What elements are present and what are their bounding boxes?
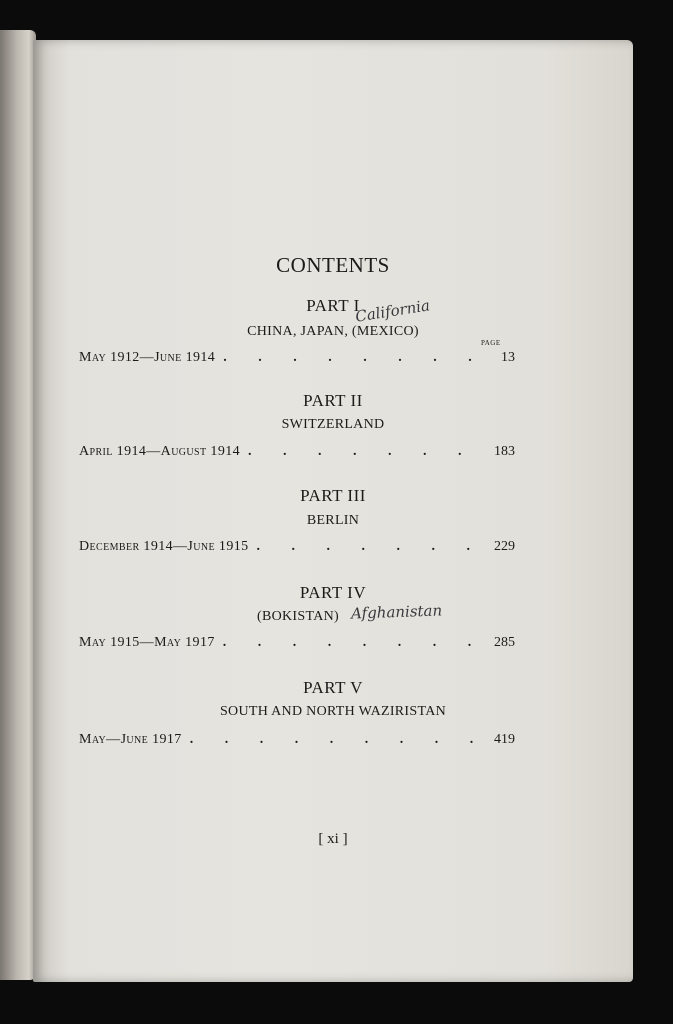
part-5-region: SOUTH AND NORTH WAZIRISTAN xyxy=(219,704,447,719)
part-5-page-number: 419 xyxy=(494,732,515,747)
part-3-dates: December 1914—June 1915 xyxy=(79,539,249,554)
part-1-handwritten-note: California xyxy=(354,296,432,326)
part-1-dates: May 1912—June 1914 xyxy=(79,350,216,365)
dot-leader xyxy=(248,444,488,460)
part-4-handwritten-note: Afghanistan xyxy=(350,601,443,623)
part-2-region: SWITZERLAND xyxy=(281,417,385,432)
part-3-label: PART III xyxy=(300,486,366,505)
part-3-page-number: 229 xyxy=(494,539,515,554)
part-2-label: PART II xyxy=(303,391,363,410)
part-4-label: PART IV xyxy=(299,583,367,602)
folio-page-number: [ xi ] xyxy=(318,831,348,847)
dot-leader xyxy=(190,732,488,748)
part-4-dates: May 1915—May 1917 xyxy=(79,635,215,650)
part-2-entry xyxy=(79,444,515,460)
part-3-region: BERLIN xyxy=(306,513,360,528)
part-1-label: PART I xyxy=(306,296,360,315)
contents-title: CONTENTS xyxy=(276,253,390,277)
part-1-entry xyxy=(79,350,515,366)
part-3-entry xyxy=(79,539,515,555)
part-5-entry xyxy=(79,732,515,748)
part-5-dates: May—June 1917 xyxy=(79,732,182,747)
part-2-dates: April 1914—August 1914 xyxy=(79,444,241,459)
page-column-heading: PAGE xyxy=(481,339,501,347)
book-page xyxy=(33,40,633,982)
facing-page-edge xyxy=(0,30,36,980)
dot-leader xyxy=(257,539,488,555)
part-1-region: CHINA, JAPAN, (MEXICO) xyxy=(247,324,419,339)
part-2-page-number: 183 xyxy=(494,444,515,459)
part-4-page-number: 285 xyxy=(494,635,515,650)
part-1-page-number: 13 xyxy=(501,350,515,365)
part-4-region: (BOKISTAN) xyxy=(257,609,339,624)
dot-leader xyxy=(223,635,488,651)
part-4-entry xyxy=(79,635,515,651)
part-5-label: PART V xyxy=(303,678,363,697)
dot-leader xyxy=(223,350,495,366)
